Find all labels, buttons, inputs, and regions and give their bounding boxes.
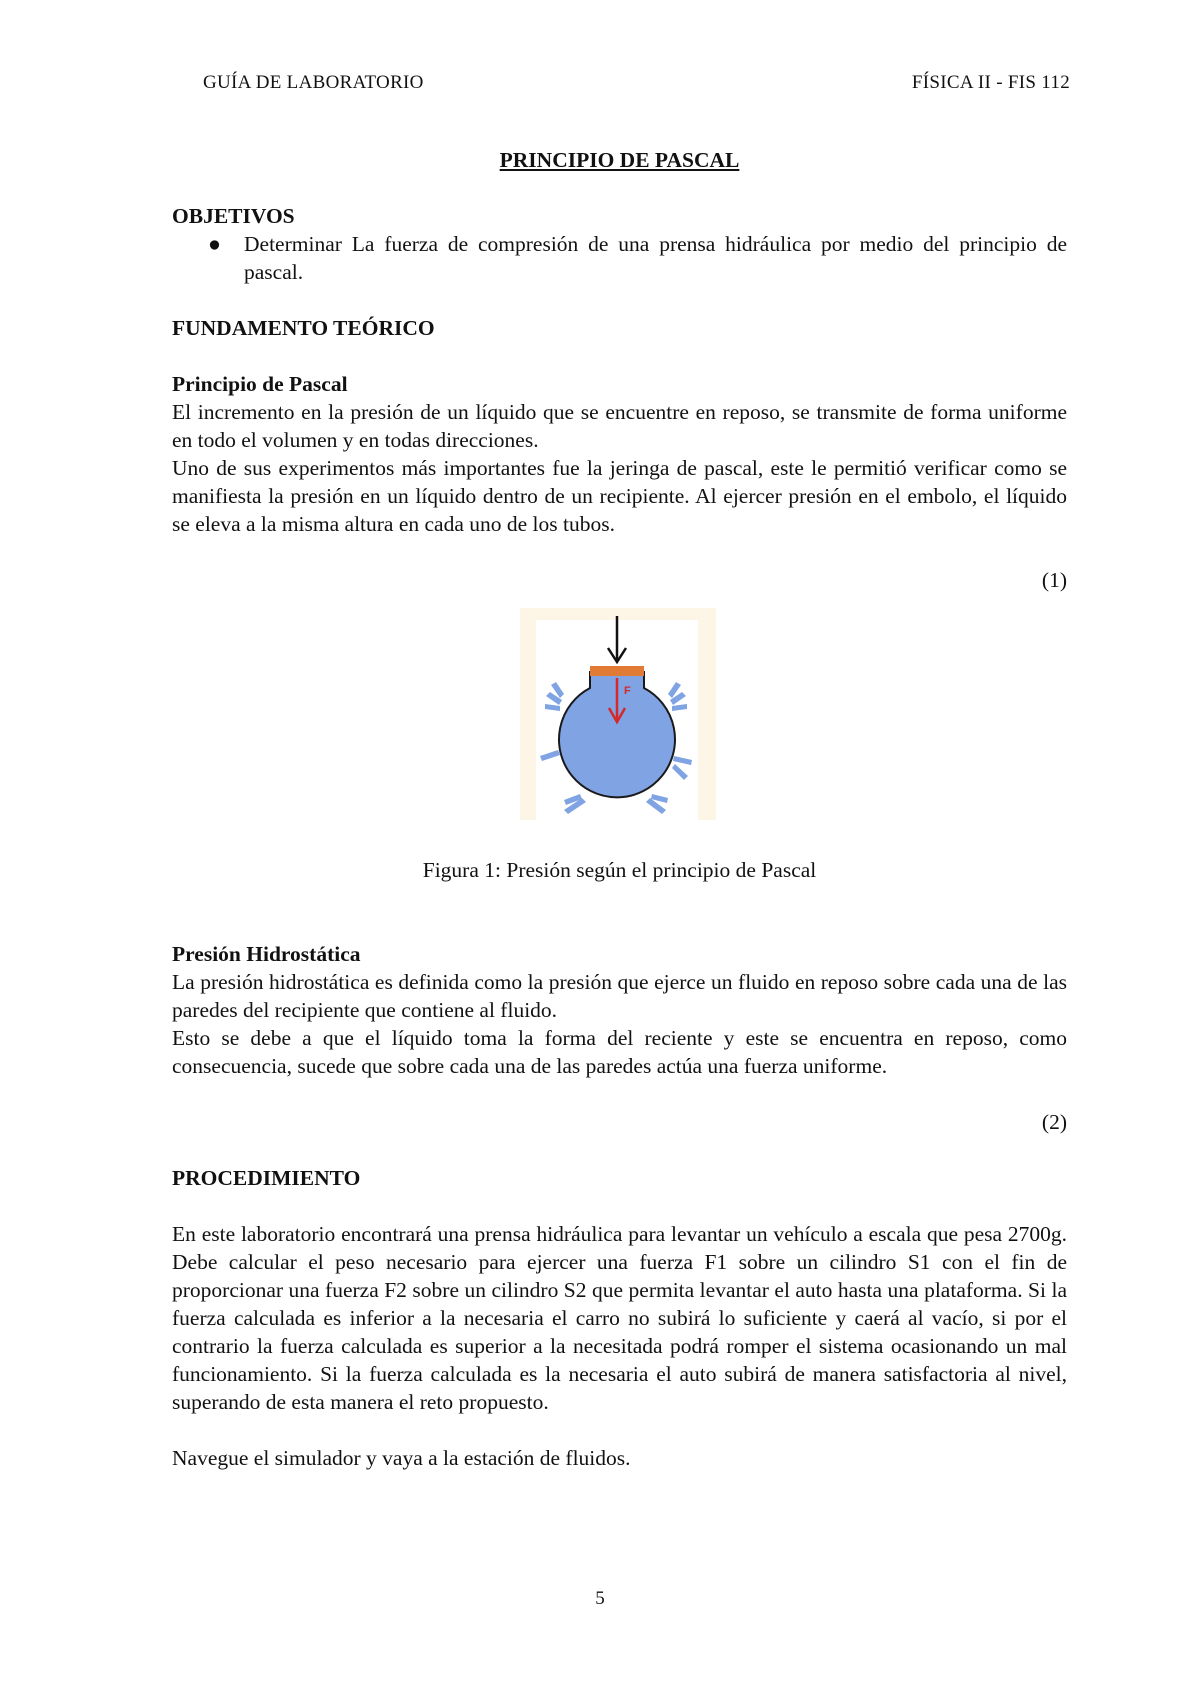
- figure-caption: Figura 1: Presión según el principio de Pascal: [422, 858, 817, 882]
- list-item: [172, 230, 1067, 286]
- procedimiento-paragraph-1: En este laboratorio encontrará una prensa hidráulica para levantar un vehículo a escala que pesa 2700g. Debe calcular el peso necesario para ejercer una fuerza F1 sobre un cilindro S1 con el fin de proporcionar una fuerza F2 sobre un cilindro S2 que permita levantar el auto hasta una plataforma. Si la fuerza calculada es inferior a la necesaria el carro no subirá lo suficiente y caerá al vacío, si por el contrario la fuerza calculada es superior a la necesitada podrá romper el sistema ocasionando un mal funcionamiento. Si la fuerza calculada es la necesaria el auto subirá de manera satisfactoria al nivel, superando de esta manera el reto propuesto.: [172, 1222, 1067, 1414]
- force-label: F: [624, 685, 631, 697]
- objetivos-heading: OBJETIVOS: [172, 204, 295, 228]
- piston: [590, 666, 644, 676]
- equation-number-2: (2): [1041, 1110, 1067, 1134]
- document-body: [172, 146, 1067, 1472]
- hidrostatica-paragraph-1: La presión hidrostática es definida como la presión que ejerce un fluido en reposo sobre cada una de las paredes del recipiente que contiene al fluido.: [172, 970, 1067, 1022]
- page-title: PRINCIPIO DE PASCAL: [499, 148, 740, 172]
- objetivo-text: Determinar La fuerza de compresión de una prensa hidráulica por medio del principio de pascal.: [244, 232, 1067, 284]
- hidrostatica-heading: Presión Hidrostática: [172, 942, 361, 966]
- fundamento-heading: FUNDAMENTO TEÓRICO: [172, 316, 435, 340]
- figure-pascal-syringe: [172, 608, 1067, 856]
- procedimiento-heading: PROCEDIMIENTO: [172, 1166, 361, 1190]
- procedimiento-paragraph-2: Navegue el simulador y vaya a la estación de fluidos.: [172, 1446, 631, 1470]
- pascal-paragraph-2: Uno de sus experimentos más importantes fue la jeringa de pascal, este le permitió verificar como se manifiesta la presión en un líquido dentro de un recipiente. Al ejercer presión en el embolo, el líquido se eleva a la misma altura en cada uno de los tubos.: [172, 456, 1067, 536]
- hidrostatica-paragraph-2: Esto se debe a que el líquido toma la forma del reciente y este se encuentra en reposo, como consecuencia, sucede que sobre cada una de las paredes actúa una fuerza uniforme.: [172, 1026, 1067, 1078]
- bullet-dot-icon: ●: [208, 232, 221, 256]
- pascal-syringe-illustration: [520, 608, 716, 820]
- header-course-guide: GUÍA DE LABORATORIO: [203, 72, 424, 93]
- pascal-paragraph-1: El incremento en la presión de un líquido que se encuentre en reposo, se transmite de forma uniforme en todo el volumen y en todas direcciones.: [172, 400, 1067, 452]
- header-course-code: FÍSICA II - FIS 112: [911, 72, 1070, 93]
- page-number: 5: [595, 1588, 605, 1609]
- equation-number-1: (1): [1041, 568, 1067, 592]
- objetivos-list: [172, 230, 1067, 286]
- pascal-heading: Principio de Pascal: [172, 372, 348, 396]
